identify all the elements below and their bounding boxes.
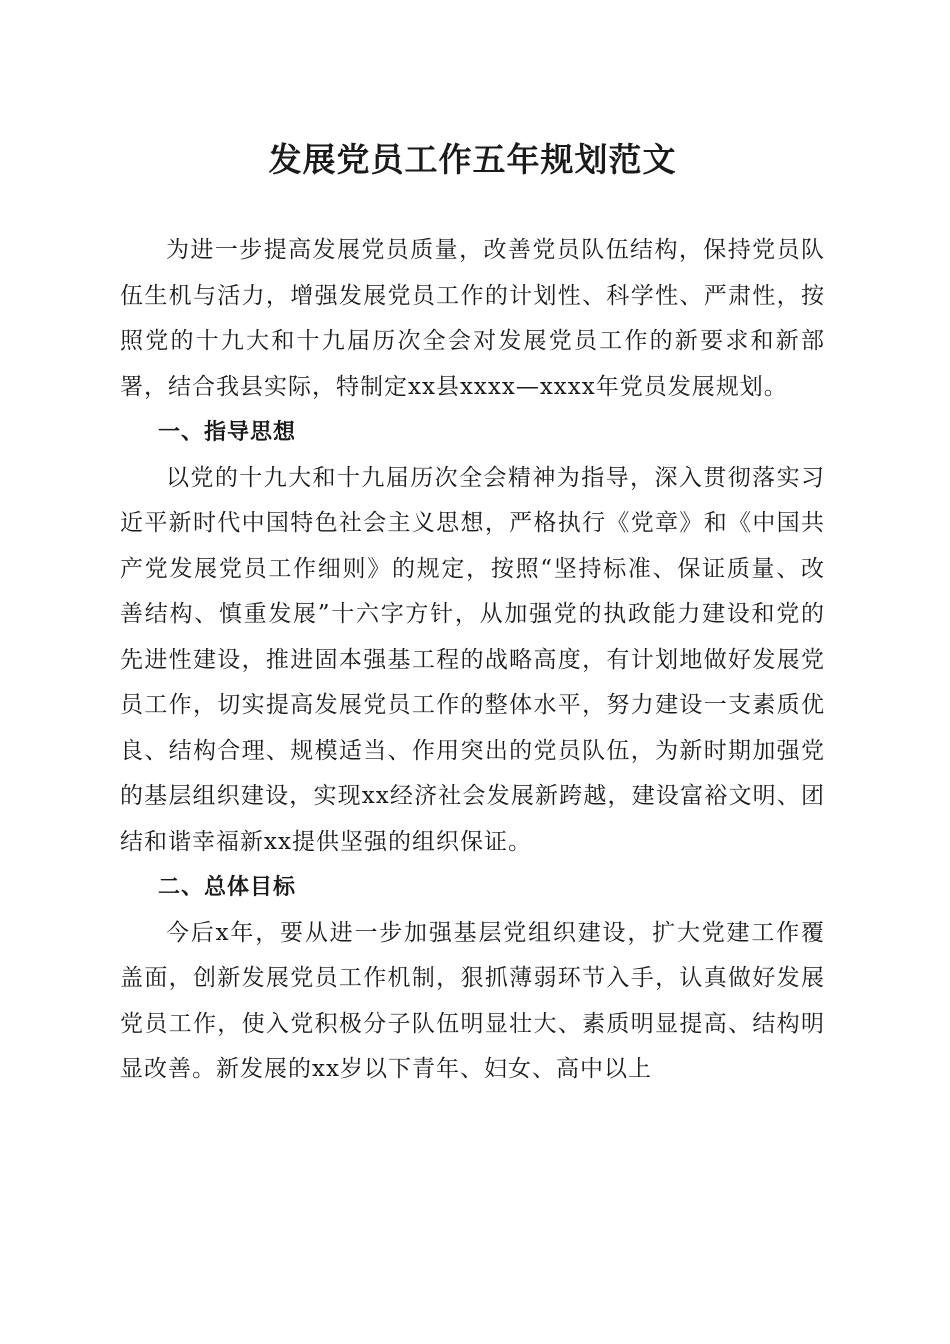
overall-goals-paragraph: 今后x年，要从进一步加强基层党组织建设，扩大党建工作覆盖面，创新发展党员工作机制，狠抓薄弱环节入手，认真做好发展党员工作，使入党积极分子队伍明显壮大、素质明显提高、结构明显改善。新发展的xx岁以下青年、妇女、高中以上 bbox=[120, 919, 825, 1082]
section-heading-guiding-ideology: 一、指导思想 bbox=[158, 420, 297, 445]
section-heading-overall-goals: 二、总体目标 bbox=[158, 875, 297, 900]
intro-paragraph: 为进一步提高发展党员质量，改善党员队伍结构，保持党员队伍生机与活力，增强发展党员工作的计划性、科学性、严肃性，按照党的十九大和十九届历次全会对发展党员工作的新要求和新部署，结合我县实际，特制定xx县xxxx—xxxx年党员发展规划。 bbox=[120, 237, 825, 400]
document-title: 发展党员工作五年规划范文 bbox=[268, 140, 677, 179]
document-body bbox=[120, 228, 825, 1093]
guiding-ideology-paragraph: 以党的十九大和十九届历次全会精神为指导，深入贯彻落实习近平新时代中国特色社会主义思想，严格执行《党章》和《中国共产党发展党员工作细则》的规定，按照“坚持标准、保证质量、改善结构、慎重发展”十六字方针，从加强党的执政能力建设和党的先进性建设，推进固本强基工程的战略高度，有计划地做好发展党员工作，切实提高发展党员工作的整体水平，努力建设一支素质优良、结构合理、规模适当、作用突出的党员队伍，为新时期加强党的基层组织建设，实现xx经济社会发展新跨越，建设富裕文明、团结和谐幸福新xx提供坚强的组织保证。 bbox=[120, 464, 825, 855]
